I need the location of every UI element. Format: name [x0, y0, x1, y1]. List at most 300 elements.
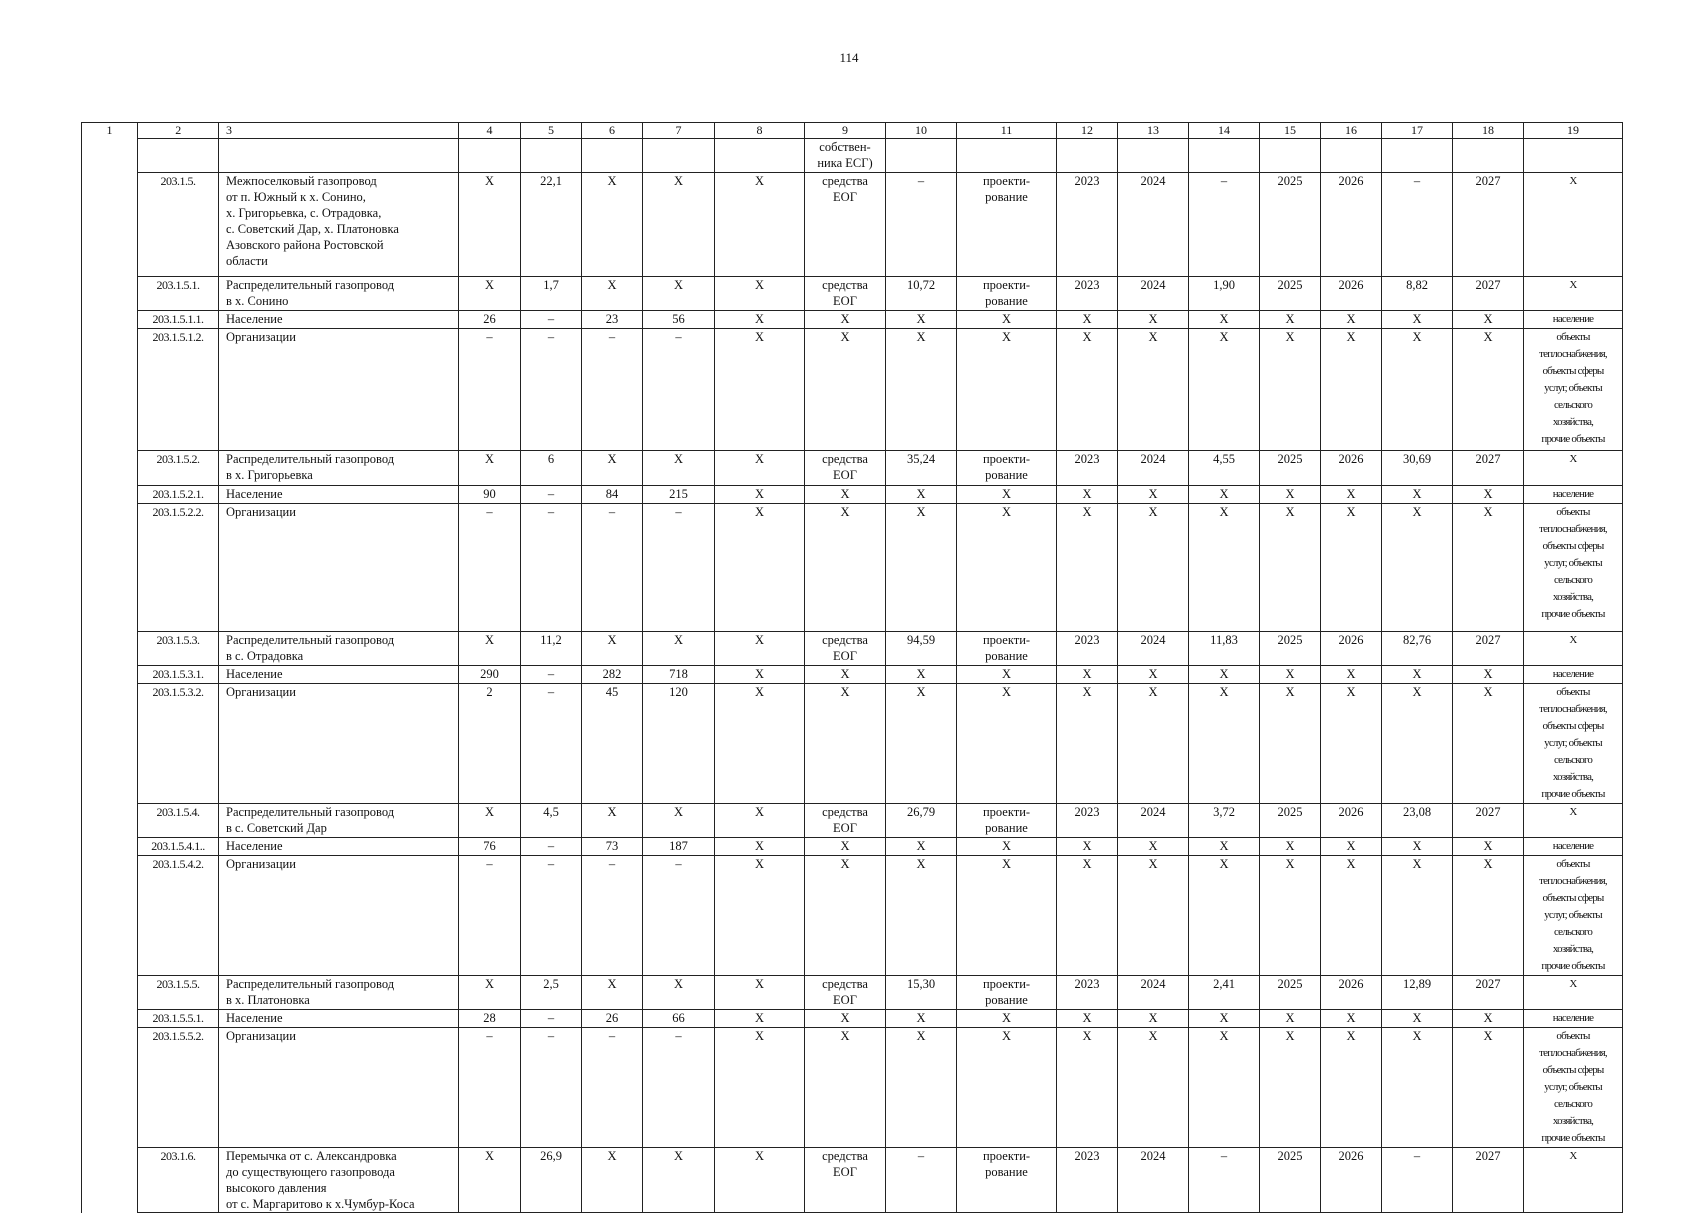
value-cell: X — [1057, 666, 1118, 684]
value-cell: 2025 — [1260, 804, 1321, 838]
value-cell — [886, 139, 957, 173]
value-cell — [1118, 139, 1189, 173]
value-cell: средства ЕОГ — [805, 1148, 886, 1213]
value-cell: 2026 — [1321, 173, 1382, 277]
value-cell: X — [1189, 1010, 1260, 1028]
value-cell — [1057, 139, 1118, 173]
value-cell: X — [459, 451, 521, 486]
value-cell: 26,79 — [886, 804, 957, 838]
value-cell: 2027 — [1453, 173, 1524, 277]
value-cell: X — [1453, 856, 1524, 976]
value-cell: 2023 — [1057, 804, 1118, 838]
value-cell: средства ЕОГ — [805, 976, 886, 1010]
value-cell: X — [805, 311, 886, 329]
item-name-cell: Население — [219, 486, 459, 504]
value-cell: X — [1453, 486, 1524, 504]
value-cell: – — [521, 666, 582, 684]
table-row — [82, 1148, 1623, 1213]
item-name-cell: Организации — [219, 1028, 459, 1148]
value-cell: X — [1260, 666, 1321, 684]
header-cell: 4 — [459, 123, 521, 139]
value-cell: 35,24 — [886, 451, 957, 486]
value-cell: X — [715, 329, 805, 451]
value-cell: 2027 — [1453, 804, 1524, 838]
page-number: 114 — [839, 50, 859, 65]
note-cell: население — [1524, 838, 1623, 856]
value-cell: – — [521, 838, 582, 856]
value-cell: X — [1453, 311, 1524, 329]
value-cell: X — [1321, 486, 1382, 504]
value-cell: – — [521, 329, 582, 451]
item-name-cell: Организации — [219, 504, 459, 632]
table-row — [82, 804, 1623, 838]
value-cell: X — [1321, 856, 1382, 976]
value-cell: X — [957, 838, 1057, 856]
note-cell: X — [1524, 1148, 1623, 1213]
value-cell: X — [805, 684, 886, 804]
table-row — [82, 666, 1623, 684]
value-cell: X — [643, 173, 715, 277]
value-cell: 2 — [459, 684, 521, 804]
value-cell: 90 — [459, 486, 521, 504]
value-cell: X — [957, 1028, 1057, 1148]
value-cell: X — [1118, 329, 1189, 451]
value-cell: X — [1118, 486, 1189, 504]
item-name-cell: Организации — [219, 856, 459, 976]
item-name-cell: Межпоселковый газопровод от п. Южный к х. Сонино, х. Григорьевка, с. Отрадовка, с. Советский Дар, х. Платоновка Азовского района Ростовской области — [219, 173, 459, 277]
note-cell: объекты теплоснабжения, объекты сферы услуг, объекты сельского хозяйства, прочие объекты — [1524, 1028, 1623, 1148]
value-cell: – — [459, 1028, 521, 1148]
note-cell: объекты теплоснабжения, объекты сферы услуг, объекты сельского хозяйства, прочие объекты — [1524, 329, 1623, 451]
value-cell: 2026 — [1321, 976, 1382, 1010]
value-cell: проекти- рование — [957, 1148, 1057, 1213]
value-cell: X — [805, 504, 886, 632]
note-cell: население — [1524, 311, 1623, 329]
value-cell: X — [459, 173, 521, 277]
item-name-cell — [219, 139, 459, 173]
value-cell: X — [582, 632, 643, 666]
value-cell: X — [1321, 504, 1382, 632]
value-cell: 2025 — [1260, 277, 1321, 311]
value-cell: 84 — [582, 486, 643, 504]
value-cell: X — [1118, 311, 1189, 329]
value-cell: 26 — [459, 311, 521, 329]
note-cell: X — [1524, 277, 1623, 311]
value-cell: X — [1057, 684, 1118, 804]
header-cell: 19 — [1524, 123, 1623, 139]
value-cell — [1260, 139, 1321, 173]
value-cell: X — [957, 856, 1057, 976]
value-cell: 2024 — [1118, 277, 1189, 311]
header-cell: 18 — [1453, 123, 1524, 139]
value-cell: 2027 — [1453, 632, 1524, 666]
header-cell: 14 — [1189, 123, 1260, 139]
value-cell: X — [1057, 486, 1118, 504]
value-cell: 2027 — [1453, 277, 1524, 311]
value-cell: – — [1382, 1148, 1453, 1213]
value-cell: X — [1382, 856, 1453, 976]
value-cell: X — [1260, 684, 1321, 804]
value-cell: X — [1382, 329, 1453, 451]
item-code-cell: 203.1.5.4.1.. — [138, 838, 219, 856]
value-cell: 2023 — [1057, 976, 1118, 1010]
value-cell: 215 — [643, 486, 715, 504]
value-cell: 26,9 — [521, 1148, 582, 1213]
value-cell: X — [1321, 684, 1382, 804]
note-cell: X — [1524, 451, 1623, 486]
data-table — [81, 122, 1623, 1213]
value-cell: – — [886, 173, 957, 277]
item-code-cell: 203.1.5.3.1. — [138, 666, 219, 684]
item-code-cell: 203.1.5.1. — [138, 277, 219, 311]
value-cell: 2026 — [1321, 277, 1382, 311]
value-cell: 23,08 — [1382, 804, 1453, 838]
value-cell: X — [1260, 856, 1321, 976]
value-cell: 290 — [459, 666, 521, 684]
header-cell: 5 — [521, 123, 582, 139]
value-cell: 76 — [459, 838, 521, 856]
value-cell: X — [957, 666, 1057, 684]
value-cell: X — [1057, 1010, 1118, 1028]
value-cell: X — [1260, 486, 1321, 504]
value-cell: X — [715, 173, 805, 277]
value-cell: 28 — [459, 1010, 521, 1028]
value-cell: X — [1321, 1010, 1382, 1028]
table-row — [82, 277, 1623, 311]
value-cell: 2024 — [1118, 173, 1189, 277]
value-cell: собствен- ника ЕСГ) — [805, 139, 886, 173]
table-row — [82, 329, 1623, 451]
value-cell — [1453, 139, 1524, 173]
value-cell: – — [521, 486, 582, 504]
value-cell: 282 — [582, 666, 643, 684]
item-name-cell: Население — [219, 838, 459, 856]
value-cell: 12,89 — [1382, 976, 1453, 1010]
item-code-cell: 203.1.5. — [138, 173, 219, 277]
value-cell: X — [1260, 504, 1321, 632]
value-cell: X — [643, 632, 715, 666]
value-cell: X — [1189, 684, 1260, 804]
value-cell: 2026 — [1321, 804, 1382, 838]
value-cell: 45 — [582, 684, 643, 804]
value-cell: X — [715, 684, 805, 804]
value-cell: 2025 — [1260, 173, 1321, 277]
value-cell: X — [886, 329, 957, 451]
value-cell: X — [1382, 486, 1453, 504]
value-cell: X — [715, 1148, 805, 1213]
value-cell: X — [582, 804, 643, 838]
value-cell: X — [1189, 504, 1260, 632]
table-row — [82, 311, 1623, 329]
value-cell: – — [1382, 173, 1453, 277]
value-cell: проекти- рование — [957, 804, 1057, 838]
value-cell: X — [1189, 838, 1260, 856]
value-cell: X — [1382, 1028, 1453, 1148]
value-cell: X — [1118, 838, 1189, 856]
value-cell: 30,69 — [1382, 451, 1453, 486]
item-code-cell: 203.1.5.1.2. — [138, 329, 219, 451]
item-name-cell: Распределительный газопровод в х. Платоновка — [219, 976, 459, 1010]
value-cell: 4,55 — [1189, 451, 1260, 486]
value-cell: X — [1453, 504, 1524, 632]
value-cell: X — [1260, 838, 1321, 856]
item-code-cell: 203.1.5.3. — [138, 632, 219, 666]
value-cell: X — [582, 451, 643, 486]
note-cell: X — [1524, 632, 1623, 666]
value-cell — [1189, 139, 1260, 173]
value-cell: X — [1189, 1028, 1260, 1148]
value-cell: 2,41 — [1189, 976, 1260, 1010]
table-row — [82, 976, 1623, 1010]
value-cell: X — [582, 1148, 643, 1213]
value-cell: X — [1321, 666, 1382, 684]
note-cell: X — [1524, 976, 1623, 1010]
value-cell: X — [886, 1010, 957, 1028]
value-cell: – — [521, 1010, 582, 1028]
value-cell: X — [1321, 1028, 1382, 1148]
value-cell: X — [1260, 329, 1321, 451]
item-name-cell: Организации — [219, 684, 459, 804]
value-cell: 2023 — [1057, 451, 1118, 486]
header-cell: 2 — [138, 123, 219, 139]
item-code-cell — [138, 139, 219, 173]
value-cell: X — [715, 504, 805, 632]
value-cell: X — [1189, 856, 1260, 976]
table-row — [82, 486, 1623, 504]
value-cell: – — [1189, 173, 1260, 277]
value-cell: X — [1382, 504, 1453, 632]
value-cell: X — [1118, 504, 1189, 632]
value-cell: – — [643, 856, 715, 976]
value-cell: X — [715, 666, 805, 684]
table-row — [82, 451, 1623, 486]
value-cell: X — [459, 632, 521, 666]
value-cell: средства ЕОГ — [805, 632, 886, 666]
item-name-cell: Население — [219, 666, 459, 684]
value-cell: X — [886, 311, 957, 329]
value-cell: X — [805, 838, 886, 856]
value-cell: X — [1382, 311, 1453, 329]
item-code-cell: 203.1.5.2.1. — [138, 486, 219, 504]
value-cell: X — [1382, 838, 1453, 856]
header-cell: 11 — [957, 123, 1057, 139]
value-cell: 2024 — [1118, 632, 1189, 666]
value-cell: проекти- рование — [957, 632, 1057, 666]
value-cell: X — [1453, 838, 1524, 856]
value-cell: X — [715, 277, 805, 311]
value-cell: – — [582, 329, 643, 451]
value-cell — [643, 139, 715, 173]
value-cell: X — [459, 804, 521, 838]
value-cell: X — [715, 804, 805, 838]
value-cell: X — [1321, 838, 1382, 856]
value-cell: – — [521, 504, 582, 632]
value-cell: – — [459, 329, 521, 451]
value-cell: X — [1321, 311, 1382, 329]
item-name-cell: Распределительный газопровод в с. Отрадовка — [219, 632, 459, 666]
value-cell: X — [643, 451, 715, 486]
table-row — [82, 1028, 1623, 1148]
value-cell: средства ЕОГ — [805, 173, 886, 277]
note-cell — [1524, 139, 1623, 173]
value-cell: X — [1189, 311, 1260, 329]
value-cell: – — [643, 329, 715, 451]
item-name-cell: Население — [219, 311, 459, 329]
value-cell: 2025 — [1260, 451, 1321, 486]
value-cell: X — [1189, 666, 1260, 684]
value-cell: X — [643, 277, 715, 311]
value-cell: X — [582, 976, 643, 1010]
value-cell: – — [1189, 1148, 1260, 1213]
note-cell: население — [1524, 666, 1623, 684]
value-cell: – — [582, 856, 643, 976]
value-cell: X — [886, 504, 957, 632]
value-cell: 2024 — [1118, 976, 1189, 1010]
value-cell: 11,2 — [521, 632, 582, 666]
value-cell: 94,59 — [886, 632, 957, 666]
value-cell — [582, 139, 643, 173]
value-cell: X — [715, 632, 805, 666]
value-cell: X — [643, 976, 715, 1010]
value-cell: 1,90 — [1189, 277, 1260, 311]
value-cell: 3,72 — [1189, 804, 1260, 838]
item-name-cell: Перемычка от с. Александровка до существующего газопровода высокого давления от с. Маргаритово к х.Чумбур-Коса — [219, 1148, 459, 1213]
value-cell: 23 — [582, 311, 643, 329]
table-row — [82, 632, 1623, 666]
header-cell: 8 — [715, 123, 805, 139]
item-code-cell: 203.1.5.4.2. — [138, 856, 219, 976]
value-cell: X — [1382, 1010, 1453, 1028]
value-cell: X — [582, 173, 643, 277]
value-cell: X — [715, 856, 805, 976]
value-cell: 26 — [582, 1010, 643, 1028]
value-cell: 2023 — [1057, 632, 1118, 666]
item-code-cell: 203.1.5.5. — [138, 976, 219, 1010]
value-cell: X — [459, 976, 521, 1010]
value-cell: X — [957, 329, 1057, 451]
item-code-cell: 203.1.5.5.1. — [138, 1010, 219, 1028]
value-cell: 11,83 — [1189, 632, 1260, 666]
value-cell: 15,30 — [886, 976, 957, 1010]
value-cell: 2027 — [1453, 451, 1524, 486]
value-cell: 2027 — [1453, 976, 1524, 1010]
value-cell: – — [521, 1028, 582, 1148]
header-cell: 15 — [1260, 123, 1321, 139]
value-cell: X — [1453, 1028, 1524, 1148]
value-cell: 718 — [643, 666, 715, 684]
value-cell: X — [715, 451, 805, 486]
value-cell: X — [715, 1028, 805, 1148]
value-cell: X — [1453, 1010, 1524, 1028]
value-cell: X — [805, 856, 886, 976]
value-cell: X — [886, 856, 957, 976]
value-cell: – — [459, 856, 521, 976]
value-cell: X — [1057, 1028, 1118, 1148]
header-cell: 10 — [886, 123, 957, 139]
value-cell: X — [715, 1010, 805, 1028]
value-cell: 2,5 — [521, 976, 582, 1010]
value-cell: 2025 — [1260, 632, 1321, 666]
value-cell: проекти- рование — [957, 976, 1057, 1010]
value-cell: X — [1057, 838, 1118, 856]
table-row — [82, 1010, 1623, 1028]
header-cell: 7 — [643, 123, 715, 139]
value-cell: 187 — [643, 838, 715, 856]
value-cell: X — [886, 684, 957, 804]
value-cell: X — [805, 1010, 886, 1028]
value-cell: проекти- рование — [957, 451, 1057, 486]
value-cell: 82,76 — [1382, 632, 1453, 666]
value-cell: средства ЕОГ — [805, 804, 886, 838]
value-cell — [1382, 139, 1453, 173]
value-cell: X — [1118, 666, 1189, 684]
value-cell: X — [643, 804, 715, 838]
value-cell: X — [1453, 684, 1524, 804]
value-cell: X — [1260, 1028, 1321, 1148]
value-cell — [715, 139, 805, 173]
header-cell: 13 — [1118, 123, 1189, 139]
value-cell: – — [582, 504, 643, 632]
value-cell: X — [886, 1028, 957, 1148]
value-cell: X — [459, 1148, 521, 1213]
item-name-cell: Распределительный газопровод в х. Григорьевка — [219, 451, 459, 486]
item-code-cell: 203.1.5.2.2. — [138, 504, 219, 632]
value-cell: 2025 — [1260, 976, 1321, 1010]
value-cell: – — [521, 311, 582, 329]
value-cell: X — [957, 486, 1057, 504]
value-cell: 2027 — [1453, 1148, 1524, 1213]
value-cell: 56 — [643, 311, 715, 329]
value-cell: X — [957, 311, 1057, 329]
item-code-cell: 203.1.5.3.2. — [138, 684, 219, 804]
value-cell: X — [957, 1010, 1057, 1028]
value-cell: средства ЕОГ — [805, 277, 886, 311]
value-cell: X — [1057, 329, 1118, 451]
note-cell: объекты теплоснабжения, объекты сферы услуг, объекты сельского хозяйства, прочие объекты — [1524, 684, 1623, 804]
item-name-cell: Население — [219, 1010, 459, 1028]
value-cell: X — [886, 666, 957, 684]
value-cell: – — [886, 1148, 957, 1213]
value-cell — [459, 139, 521, 173]
value-cell: X — [1057, 311, 1118, 329]
value-cell: – — [582, 1028, 643, 1148]
value-cell: X — [805, 1028, 886, 1148]
value-cell: проекти- рование — [957, 173, 1057, 277]
header-cell: 16 — [1321, 123, 1382, 139]
value-cell: X — [957, 684, 1057, 804]
value-cell: X — [1189, 329, 1260, 451]
item-code-cell: 203.1.6. — [138, 1148, 219, 1213]
value-cell: X — [582, 277, 643, 311]
column-1-cell — [82, 139, 138, 1213]
value-cell: X — [715, 838, 805, 856]
value-cell: 4,5 — [521, 804, 582, 838]
header-cell: 3 — [219, 123, 459, 139]
value-cell: X — [1057, 856, 1118, 976]
header-cell: 17 — [1382, 123, 1453, 139]
table-row — [82, 173, 1623, 277]
header-cell: 6 — [582, 123, 643, 139]
item-code-cell: 203.1.5.5.2. — [138, 1028, 219, 1148]
value-cell: X — [1118, 1010, 1189, 1028]
value-cell: X — [1118, 1028, 1189, 1148]
value-cell: X — [805, 666, 886, 684]
value-cell: – — [521, 684, 582, 804]
value-cell: X — [805, 329, 886, 451]
value-cell: 2026 — [1321, 451, 1382, 486]
value-cell: X — [1260, 1010, 1321, 1028]
value-cell: X — [886, 838, 957, 856]
